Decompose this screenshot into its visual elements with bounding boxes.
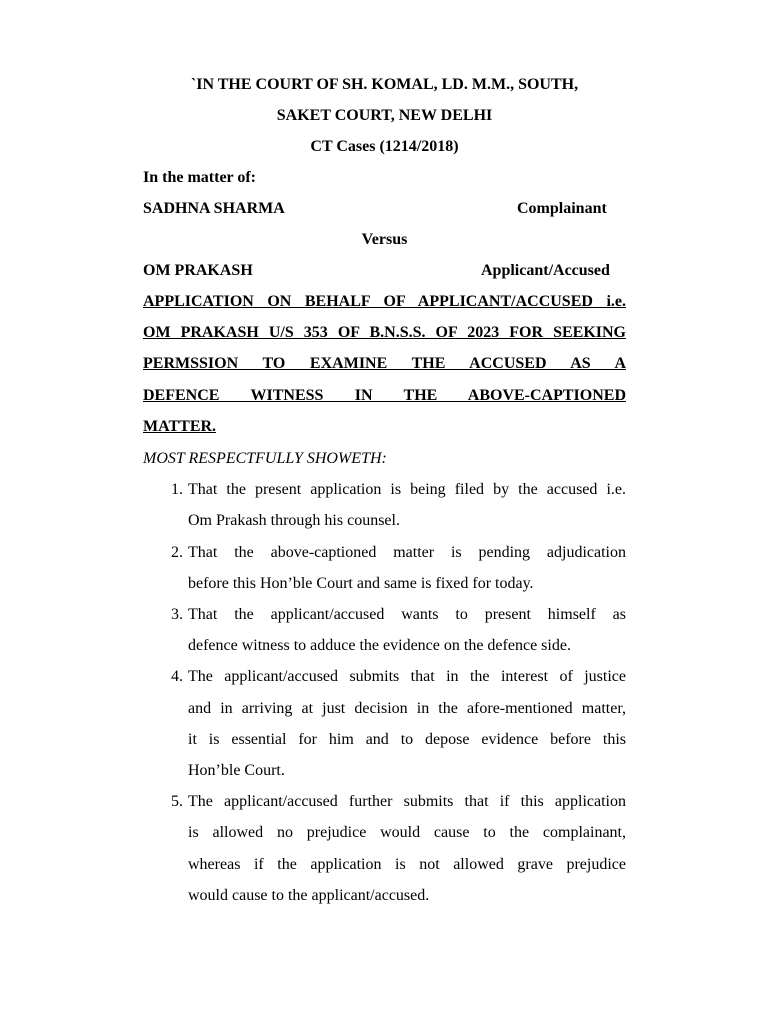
list-item-line: before this Hon’ble Court and same is fixed for today. <box>188 575 534 592</box>
list-item-line: That the applicant/accused wants to present himself as <box>188 606 626 623</box>
list-item-number: 2. <box>171 544 183 561</box>
list-item-number: 5. <box>171 793 183 810</box>
application-title-line: APPLICATION ON BEHALF OF APPLICANT/ACCUSED i.e. <box>143 293 626 310</box>
accused-row <box>143 260 626 282</box>
list-item-line: and in arriving at just decision in the afore-mentioned matter, <box>188 700 626 717</box>
complainant-row <box>143 198 626 220</box>
application-title-line: MATTER. <box>143 418 217 435</box>
salutation: MOST RESPECTFULLY SHOWETH: <box>143 450 387 467</box>
list-item-line: whereas if the application is not allowed grave prejudice <box>188 856 626 873</box>
list-item-line: That the above-captioned matter is pending adjudication <box>188 544 626 561</box>
versus-label: Versus <box>361 231 408 248</box>
court-heading-line-2: SAKET COURT, NEW DELHI <box>276 107 493 124</box>
list-item-number: 4. <box>171 668 183 685</box>
application-title-line: OM PRAKASH U/S 353 OF B.N.S.S. OF 2023 FOR SEEKING <box>143 324 626 341</box>
case-number: CT Cases (1214/2018) <box>310 138 459 155</box>
list-item-line: The applicant/accused submits that in the interest of justice <box>188 668 626 685</box>
complainant-role: Complainant <box>517 200 607 217</box>
application-title-line: PERMSSION TO EXAMINE THE ACCUSED AS A <box>143 355 626 372</box>
list-item-line: is allowed no prejudice would cause to the complainant, <box>188 824 626 841</box>
complainant-name: SADHNA SHARMA <box>143 200 285 217</box>
list-item-line: would cause to the applicant/accused. <box>188 887 430 904</box>
list-item-line: it is essential for him and to depose evidence before this <box>188 731 626 748</box>
matter-label: In the matter of: <box>143 169 257 186</box>
list-item-line: The applicant/accused further submits that if this application <box>188 793 626 810</box>
application-title-line: DEFENCE WITNESS IN THE ABOVE-CAPTIONED <box>143 387 626 404</box>
court-heading-line-1: `IN THE COURT OF SH. KOMAL, LD. M.M., SOUTH, <box>190 76 579 93</box>
accused-name: OM PRAKASH <box>143 262 253 279</box>
list-item-line: Hon’ble Court. <box>188 762 285 779</box>
list-item-number: 3. <box>171 606 183 623</box>
list-item-line: That the present application is being filed by the accused i.e. <box>188 481 626 498</box>
list-item-line: defence witness to adduce the evidence on the defence side. <box>188 637 571 654</box>
list-item-line: Om Prakash through his counsel. <box>188 512 400 529</box>
list-item-number: 1. <box>171 481 183 498</box>
accused-role: Applicant/Accused <box>481 262 610 279</box>
